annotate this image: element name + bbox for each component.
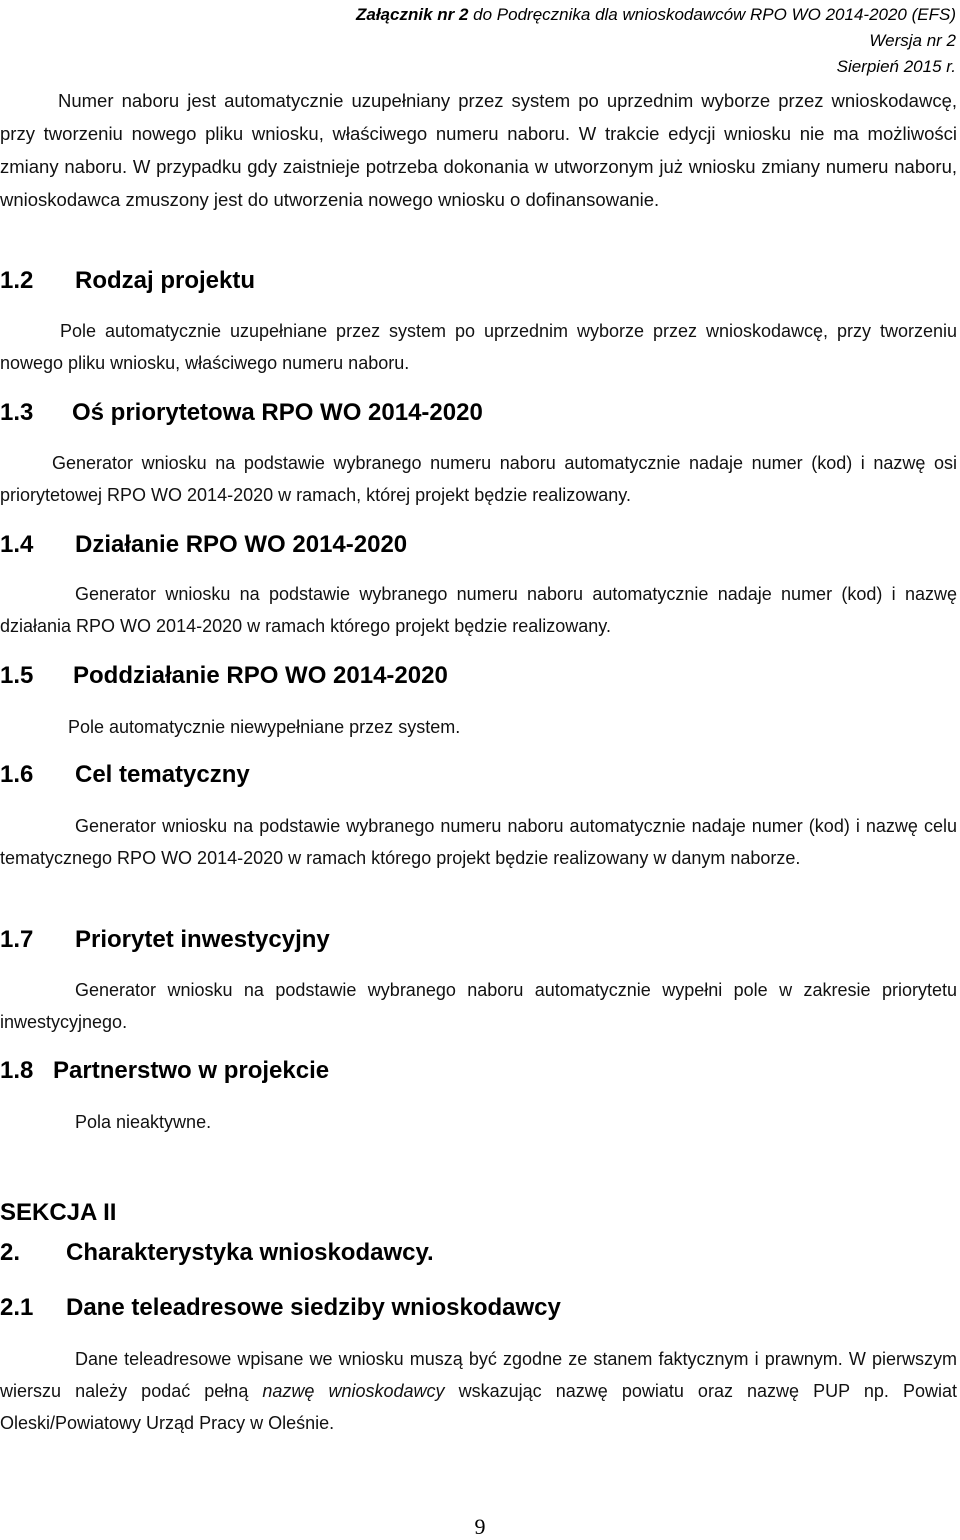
body-text-start: Dane teleadresowe wpisane we wniosku muszą być zgodne ze stanem faktycznym i prawnym. W pierwszym wierszu należy podać pełną: [0, 1349, 957, 1401]
heading-1-2: [0, 266, 255, 296]
section-label: SEKCJA II: [0, 1199, 117, 1226]
body-1-2: Pole automatycznie uzupełniane przez system po uprzednim wyborze przez wnioskodawcę, przy tworzeniu nowego pliku wniosku, właściwego numeru naboru.: [0, 321, 957, 373]
body-1-4: Generator wniosku na podstawie wybranego numeru naboru automatycznie nadaje numer (kod) i nazwę działania RPO WO 2014-2020 w ramach którego projekt będzie realizowany.: [0, 584, 957, 636]
heading-title: Cel tematyczny: [75, 761, 250, 788]
heading-2-1: [0, 1293, 561, 1323]
heading-1-6: [0, 760, 250, 790]
page-header: [356, 2, 956, 80]
heading-title: Poddziałanie RPO WO 2014-2020: [73, 662, 448, 689]
heading-title: Priorytet inwestycyjny: [75, 926, 330, 953]
heading-title: Rodzaj projektu: [75, 267, 256, 294]
header-manual-title: do Podręcznika dla wnioskodawców RPO WO 2014-2020 (EFS): [468, 5, 956, 24]
heading-number: 1.6: [0, 761, 34, 788]
heading-number: 1.2: [0, 267, 34, 294]
heading-number: 1.4: [0, 531, 34, 558]
header-line-1: [356, 2, 956, 28]
body-1-5: Pole automatycznie niewypełniane przez system.: [68, 717, 461, 737]
heading-title: Partnerstwo w projekcie: [53, 1057, 330, 1084]
heading-1-4: [0, 530, 407, 560]
heading-1-7: [0, 925, 330, 955]
header-version: Wersja nr 2: [869, 31, 956, 50]
heading-title: Działanie RPO WO 2014-2020: [75, 531, 408, 558]
heading-number: 1.7: [0, 926, 34, 953]
heading-title: Oś priorytetowa RPO WO 2014-2020: [72, 399, 483, 426]
header-attachment: Załącznik nr 2: [356, 5, 469, 24]
body-1-7: Generator wniosku na podstawie wybranego naboru automatycznie wypełni pole w zakresie priorytetu inwestycyjnego.: [0, 980, 957, 1032]
heading-number: 1.3: [0, 399, 34, 426]
intro-paragraph: Numer naboru jest automatycznie uzupełniany przez system po uprzednim wyborze przez wnioskodawcę, przy tworzeniu nowego pliku wniosku, właściwego numeru naboru. W trakcie edycji wniosku nie ma możliwości zmiany naboru. W przypadku gdy zaistnieje potrzeba dokonania w utworzonym już wniosku zmiany numeru naboru, wnioskodawca zmuszony jest do utworzenia nowego wniosku o dofinansowanie.: [0, 90, 957, 210]
body-text-end: wskazując nazwę powiatu oraz nazwę PUP np. Powiat Oleski/Powiatowy Urząd Pracy w Oleśnie.: [0, 1381, 957, 1433]
page-number: 9: [474, 1514, 486, 1539]
heading-title: Dane teleadresowe siedziby wnioskodawcy: [66, 1294, 561, 1321]
heading-number: 2.: [0, 1239, 21, 1266]
heading-title: Charakterystyka wnioskodawcy.: [66, 1239, 434, 1266]
heading-2: [0, 1238, 434, 1268]
heading-1-3: [0, 398, 483, 428]
body-1-3: Generator wniosku na podstawie wybranego numeru naboru automatycznie nadaje numer (kod) i nazwę osi priorytetowej RPO WO 2014-2020 w ramach, której projekt będzie realizowany.: [0, 453, 957, 505]
heading-1-8: [0, 1056, 329, 1086]
heading-number: 1.8: [0, 1057, 34, 1084]
heading-1-5: [0, 661, 448, 691]
heading-number: 1.5: [0, 662, 34, 689]
body-emphasis: nazwę wnioskodawcy: [262, 1381, 445, 1401]
heading-number: 2.1: [0, 1294, 34, 1321]
header-date: Sierpień 2015 r.: [836, 57, 956, 76]
body-1-6: Generator wniosku na podstawie wybranego numeru naboru automatycznie nadaje numer (kod) i nazwę celu tematycznego RPO WO 2014-2020 w ramach którego projekt będzie realizowany w danym naborze.: [0, 816, 957, 868]
body-2-1: [0, 1343, 957, 1439]
body-1-8: Pola nieaktywne.: [75, 1112, 212, 1132]
